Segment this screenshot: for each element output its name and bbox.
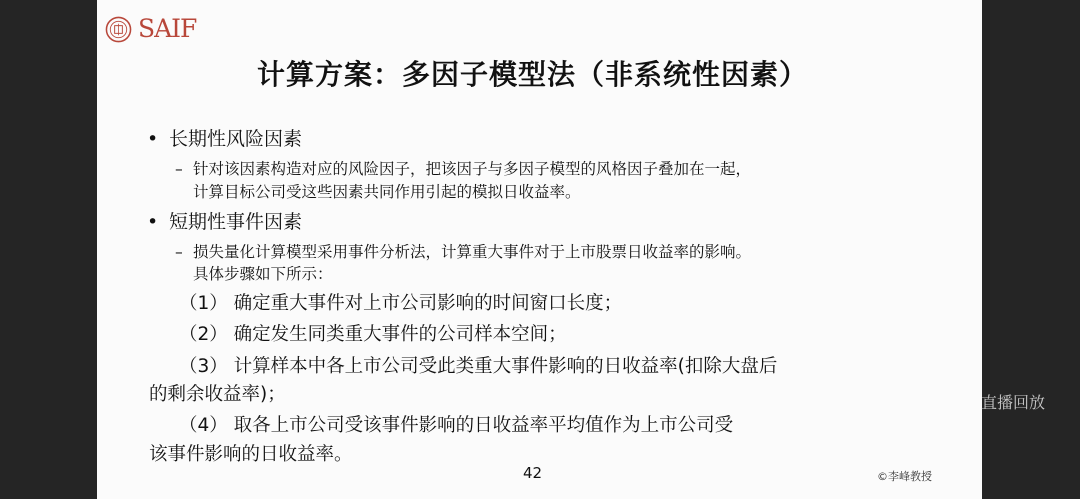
bullet-label: 长期性风险因素 xyxy=(169,128,303,150)
saif-logo xyxy=(105,12,196,46)
sub-bullet-text: 针对该因素构造对应的风险因子，把该因子与多因子模型的风格因子叠加在一起， xyxy=(193,160,752,178)
step-2: （2） 确定发生同类重大事件的公司样本空间； xyxy=(179,324,567,345)
replay-link[interactable]: 直播回放 xyxy=(981,393,1046,412)
sub-bullet-text: 损失量化计算模型采用事件分析法，计算重大事件对于上市股票日收益率的影响。 xyxy=(193,243,752,261)
bullet-label: 短期性事件因素 xyxy=(169,211,303,233)
sub-bullet xyxy=(175,240,751,262)
step-4: （4） 取各上市公司受该事件影响的日收益率平均值作为上市公司受 xyxy=(179,415,734,436)
logo-text: SAIF xyxy=(138,14,197,43)
dash-icon: – xyxy=(175,160,183,178)
sub-bullet-continuation: 具体步骤如下所示： xyxy=(193,265,333,283)
dash-icon: – xyxy=(175,243,183,261)
step-3-continuation: 的剩余收益率)； xyxy=(149,384,286,405)
bullet-dot-icon: • xyxy=(147,128,159,150)
bullet-dot-icon: • xyxy=(147,211,159,233)
slide xyxy=(97,0,982,499)
slide-title: 计算方案：多因子模型法（非系统性因素） xyxy=(257,58,809,91)
bullet-long-term xyxy=(147,124,302,151)
step-1: （1） 确定重大事件对上市公司影响的时间窗口长度； xyxy=(179,293,623,314)
step-3: （3） 计算样本中各上市公司受此类重大事件影响的日收益率(扣除大盘后 xyxy=(179,356,778,377)
page-number: 42 xyxy=(523,464,543,482)
sub-bullet xyxy=(175,157,751,179)
step-4-continuation: 该事件影响的日收益率。 xyxy=(149,444,353,465)
copyright: ©李峰教授 xyxy=(877,470,932,483)
sub-bullet-continuation: 计算目标公司受这些因素共同作用引起的模拟日收益率。 xyxy=(193,183,581,201)
university-seal-icon xyxy=(105,16,132,43)
bullet-short-term xyxy=(147,207,302,234)
